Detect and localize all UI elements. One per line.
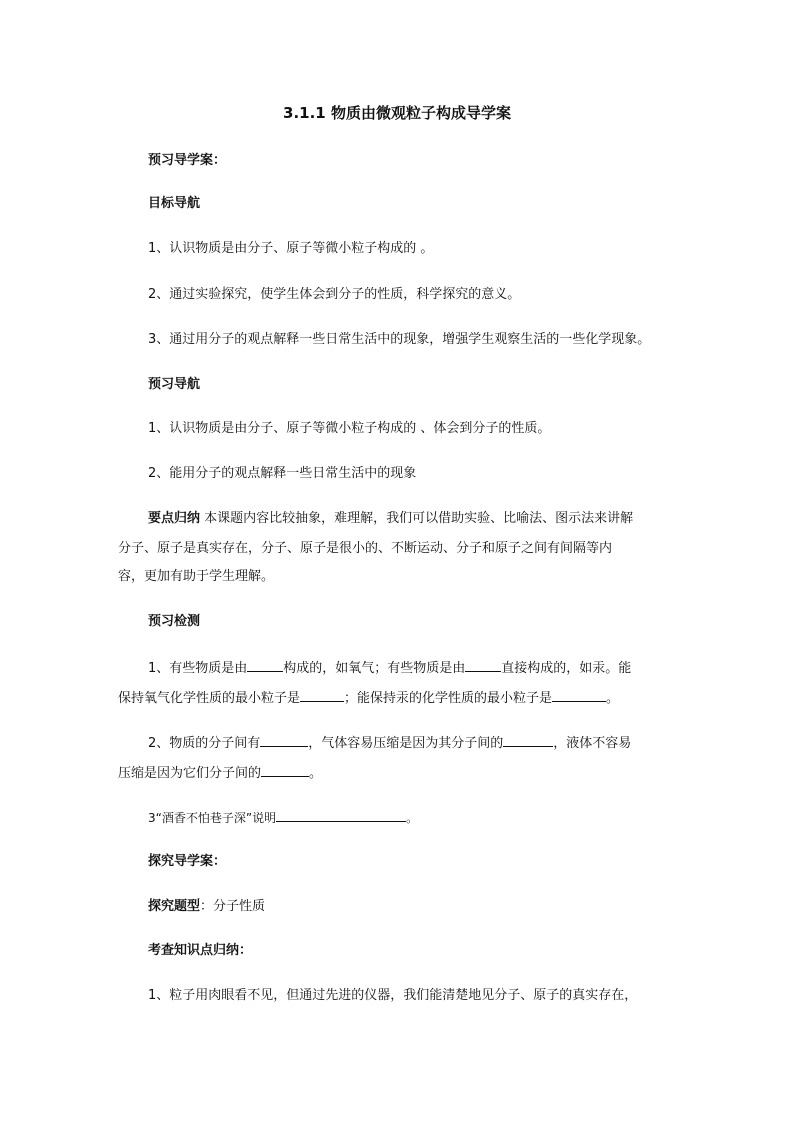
question-3 (148, 808, 418, 827)
explore-type-label: 探究题型 (148, 899, 201, 914)
answer-blank (247, 658, 283, 672)
question-text: 3“酒香不怕巷子深”说明 (148, 811, 277, 825)
question-text: 。 (606, 691, 620, 706)
goal-item: 3、通过用分子的观点解释一些日常生活中的现象，增强学生观察生活的一些化学现象。 (148, 332, 651, 347)
question-text: 构成的，如氧气；有些物质是由 (283, 661, 466, 676)
answer-blank (300, 688, 344, 702)
summary-text: 本课题内容比较抽象，难理解，我们可以借助实验、比喻法、图示法来讲解 (204, 511, 634, 526)
guide-item: 2、能用分子的观点解释一些日常生活中的现象 (148, 466, 417, 481)
summary-heading: 要点归纳 (148, 511, 201, 526)
answer-blank (552, 688, 606, 702)
question-2-line-1 (148, 733, 631, 753)
goals-heading: 目标导航 (148, 196, 201, 211)
answer-blank (276, 808, 406, 822)
question-text: 压缩是因为它们分子间的 (118, 766, 262, 781)
summary-line: 分子、原子是真实存在，分子、原子是很小的、不断运动、分子和原子之间有间隔等内 (118, 541, 613, 556)
answer-blank (261, 763, 309, 777)
question-1-line-1 (148, 658, 631, 678)
answer-blank (503, 733, 553, 747)
check-heading: 预习检测 (148, 614, 201, 629)
guide-item: 1、认识物质是由分子、原子等微小粒子构成的 、体会到分子的性质。 (148, 421, 551, 436)
preview-heading: 预习导学案： (148, 153, 227, 168)
question-text: ，液体不容易 (553, 736, 632, 751)
summary-line (148, 510, 633, 528)
question-text: 2、物质的分子间有 (148, 736, 261, 751)
question-text: 保持氧气化学性质的最小粒子是 (118, 691, 301, 706)
goal-item: 2、通过实验探究，使学生体会到分子的性质，科学探究的意义。 (148, 287, 521, 302)
answer-blank (260, 733, 308, 747)
summary-line: 容，更加有助于学生理解。 (118, 569, 275, 584)
point-item: 1、粒子用肉眼看不见，但通过先进的仪器，我们能清楚地见分子、原子的真实存在， (148, 988, 638, 1003)
question-1-line-2 (118, 688, 619, 708)
answer-blank (465, 658, 501, 672)
question-text: ，气体容易压缩是因为其分子间的 (308, 736, 504, 751)
question-text: 。 (406, 811, 419, 825)
question-2-line-2 (118, 763, 322, 783)
goal-item: 1、认识物质是由分子、原子等微小粒子构成的 。 (148, 241, 434, 256)
question-text: 。 (309, 766, 323, 781)
points-heading: 考查知识点归纳： (148, 943, 253, 958)
explore-heading: 探究导学案： (148, 854, 227, 869)
explore-type-line (148, 898, 265, 916)
question-text: 直接构成的，如汞。能 (501, 661, 632, 676)
explore-type-value: ：分子性质 (200, 899, 266, 914)
document-title: 3.1.1 物质由微观粒子构成导学案 (283, 104, 511, 122)
question-text: 1、有些物质是由 (148, 661, 248, 676)
question-text: ；能保持汞的化学性质的最小粒子是 (344, 691, 553, 706)
guide-heading: 预习导航 (148, 377, 201, 392)
